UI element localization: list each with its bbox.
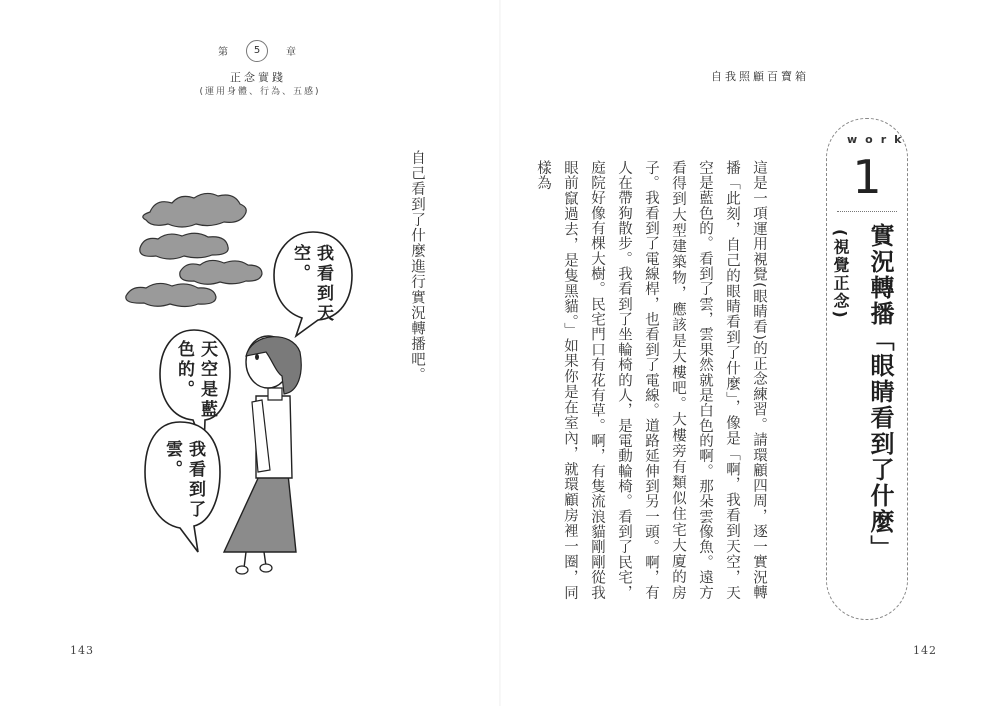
- work-title: 實況轉播「眼睛看到了什麼」: [866, 223, 894, 561]
- neck: [268, 388, 282, 400]
- bubble-text-2: 天空是藍色的。: [174, 340, 217, 420]
- foot-left: [236, 566, 248, 574]
- cloud-2: [140, 233, 228, 259]
- chapter-suffix: 章: [286, 47, 296, 58]
- work-label-text: work: [847, 133, 910, 146]
- chapter-subtitle: (運用身體、行為、五感): [199, 87, 321, 97]
- work-subtitle: (視覺正念): [831, 229, 850, 320]
- book-title: 自我照顧百寶箱: [711, 70, 809, 83]
- body-text: 這是一項運用視覺(眼睛看)的正念練習。請環顧四周，逐一實況轉播「此刻，自己的眼睛看到了什麼」，像是「啊，我看到天空，天空是藍色的。看到了雲，雲果然就是白色的啊。那朵雲像魚。遠方看得到大型建築物，應該是大樓吧。大樓旁有類似住宅大廈的房子。我看到了電線桿，也看到了電線。道路延伸到另一頭。啊，有人在帶狗散步。我看到了坐輪椅的人，是電動輪椅。看到了民宅，庭院好像有棵大樹。民宅門口有花有草。啊，有隻流浪貓剛剛從我眼前竄過去，是隻黑貓。」如果你是在室內，就環顧房裡一圈，同樣為: [535, 160, 767, 600]
- work-divider: [837, 211, 897, 212]
- work-number: 1: [852, 150, 882, 204]
- page-number-right: 142: [913, 644, 937, 657]
- bubble-text-1: 我看到天空。: [290, 244, 333, 324]
- caption-text: 自己看到了什麼進行實況轉播吧。: [409, 150, 425, 383]
- cloud-1: [143, 193, 246, 227]
- chapter-prefix: 第: [218, 47, 228, 58]
- foot-right: [260, 564, 272, 572]
- girl-looking-up: [224, 336, 301, 574]
- cloud-group: [126, 193, 262, 306]
- cloud-4: [126, 283, 216, 306]
- work-tab: [826, 118, 908, 620]
- chapter-number-badge: 5: [246, 40, 268, 62]
- cloud-3: [180, 260, 262, 284]
- skirt: [224, 474, 296, 552]
- bubble-text-3: 我看到了雲。: [162, 440, 205, 520]
- chapter-title: 正念實踐: [230, 71, 286, 84]
- eye: [255, 354, 259, 360]
- page-number-left: 143: [70, 644, 94, 657]
